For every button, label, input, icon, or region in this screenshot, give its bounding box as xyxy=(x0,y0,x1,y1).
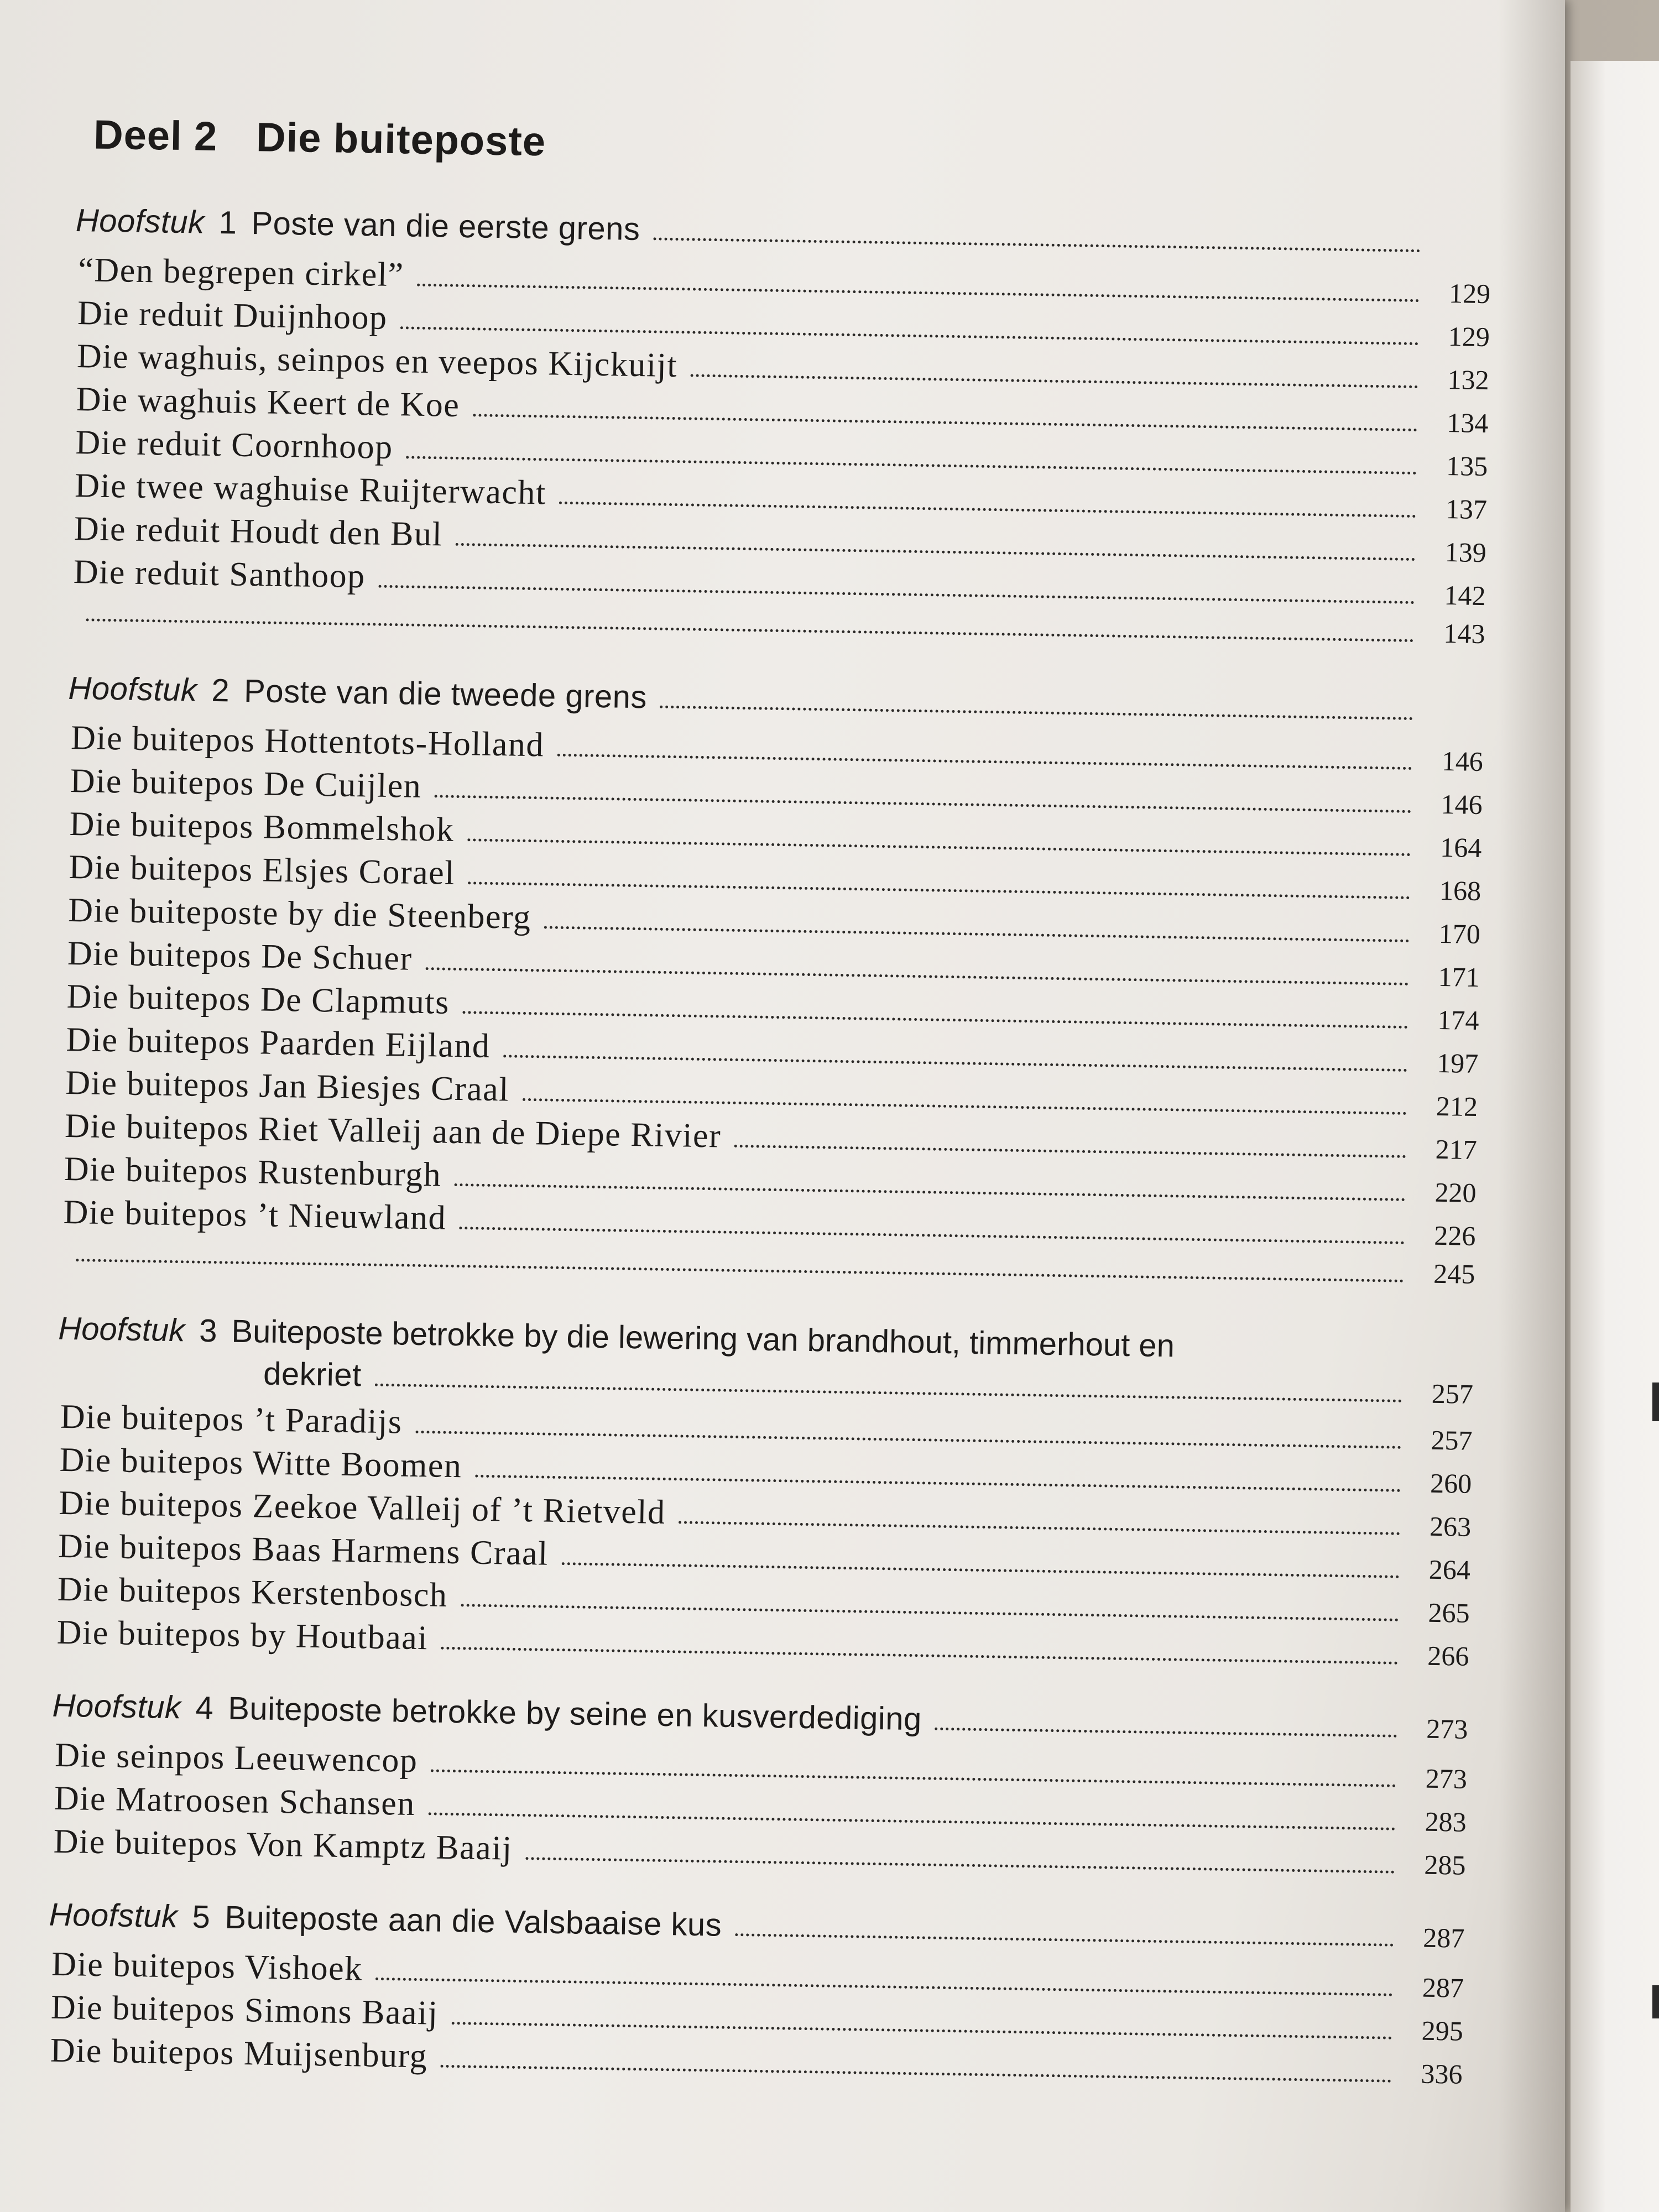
leader-dots xyxy=(463,1011,1408,1029)
table-of-contents xyxy=(46,111,1493,2127)
entry-page: 146 xyxy=(1441,788,1483,821)
entry-title: Die waghuis, seinpos en veepos Kijckuijt xyxy=(76,337,678,385)
chapter-1 xyxy=(69,202,1491,661)
leader-dots xyxy=(559,502,1416,518)
leader-dots xyxy=(679,1521,1400,1535)
leader-dots xyxy=(406,456,1417,474)
entry-page: 287 xyxy=(1422,1971,1464,2004)
entry-title: “Den begrepen cirkel” xyxy=(77,251,405,294)
entry-page: 171 xyxy=(1438,961,1480,993)
leader-dots xyxy=(544,926,1409,942)
entry-title: Die twee waghuise Ruijterwacht xyxy=(74,467,547,512)
part-heading xyxy=(93,111,1493,180)
chapter-prefix: Hoofstuk xyxy=(49,1896,179,1935)
entry-page: 143 xyxy=(1443,617,1485,650)
chapter-title: Poste van die tweede grens xyxy=(243,672,648,716)
chapter-heading-label xyxy=(68,670,647,716)
chapter-5 xyxy=(46,1896,1465,2096)
entry-title: Die buitepos Vishoek xyxy=(51,1945,363,1988)
leader-dots xyxy=(460,1227,1405,1244)
leader-dots xyxy=(435,795,1411,813)
chapter-page xyxy=(1423,720,1484,721)
chapter-title: Poste van die eerste grens xyxy=(251,205,640,248)
entry-title: Die buitepos Hottentots-Holland xyxy=(70,718,545,764)
leader-dots xyxy=(734,1145,1406,1158)
entry-title: Die buitepos Jan Biesjes Craal xyxy=(65,1063,510,1109)
chapter-heading-label xyxy=(49,1896,722,1944)
entry-title: Die waghuis Keert de Koe xyxy=(76,380,460,424)
leader-dots xyxy=(475,1475,1401,1492)
entry-title: Die buitepos Zeekoe Valleij of ’t Rietveld xyxy=(58,1484,666,1532)
part-title: Die buiteposte xyxy=(255,114,546,165)
part-number: Deel 2 xyxy=(93,111,218,159)
leader-dots xyxy=(468,881,1410,899)
leader-dots xyxy=(503,1055,1407,1072)
entry-title: Die buitepos Paarden Eijland xyxy=(66,1020,491,1065)
leader-dots xyxy=(378,585,1415,604)
book-page-right-edge xyxy=(1571,61,1659,2212)
chapter-page: 273 xyxy=(1426,1713,1468,1745)
chapter-3 xyxy=(53,1310,1474,1678)
leader-dots xyxy=(431,1769,1396,1787)
leader-dots xyxy=(525,1857,1395,1874)
entry-title: Die buitepos Riet Valleij aan de Diepe Rivier xyxy=(64,1107,722,1155)
entry-title: Die buitepos De Cuijlen xyxy=(70,761,422,805)
leader-dots xyxy=(473,414,1417,431)
chapter-prefix: Hoofstuk xyxy=(58,1310,185,1349)
leader-dots xyxy=(735,1933,1394,1947)
leader-dots xyxy=(653,237,1420,252)
chapter-number: 1 xyxy=(218,205,238,241)
entry-page: 295 xyxy=(1421,2015,1464,2047)
entry-page: 129 xyxy=(1448,320,1490,353)
entry-page: 266 xyxy=(1427,1640,1469,1672)
leader-dots xyxy=(455,1183,1405,1201)
leader-dots xyxy=(429,1812,1396,1830)
entry-title: Die buitepos De Schuer xyxy=(67,934,413,978)
entry-page: 137 xyxy=(1445,493,1488,525)
leader-dots xyxy=(562,1562,1400,1578)
entry-title: Die buitepos Rustenburgh xyxy=(64,1150,442,1194)
chapter-title-line2: dekriet xyxy=(263,1355,362,1394)
entry-page: 283 xyxy=(1425,1806,1467,1838)
leader-dots xyxy=(86,618,1414,642)
chapter-number: 4 xyxy=(195,1689,214,1726)
leader-dots xyxy=(441,1647,1398,1665)
leader-dots xyxy=(76,1259,1404,1282)
leader-dots xyxy=(691,374,1418,388)
leader-dots xyxy=(523,1098,1407,1115)
entry-page: 336 xyxy=(1421,2058,1463,2090)
chapter-title: Buiteposte betrokke by seine en kusverdediging xyxy=(227,1690,922,1738)
leader-dots xyxy=(451,2022,1392,2039)
entry-page: 170 xyxy=(1438,917,1481,950)
chapter-4 xyxy=(50,1687,1468,1887)
entry-page: 129 xyxy=(1448,278,1491,310)
entry-title: Die buitepos Baas Harmens Craal xyxy=(58,1527,549,1573)
chapter-heading-label xyxy=(52,1687,922,1738)
entry-page: 174 xyxy=(1437,1004,1479,1036)
chapter-title-line1: Buiteposte betrokke by die lewering van brandhout, timmerhout en xyxy=(231,1313,1175,1364)
entry-title: Die buitepos Elsjes Corael xyxy=(68,848,456,892)
entry-page: 285 xyxy=(1424,1849,1466,1881)
entry-title: Die reduit Coornhoop xyxy=(75,424,394,467)
leader-dots xyxy=(660,706,1413,720)
entry-page: 265 xyxy=(1428,1597,1470,1629)
leader-dots xyxy=(935,1728,1397,1738)
page-edge-mark xyxy=(1652,1985,1659,2018)
entry-title: Die reduit Duijnhoop xyxy=(77,294,388,337)
chapter-number: 3 xyxy=(199,1312,218,1349)
leader-dots xyxy=(400,326,1418,345)
chapter-page: 287 xyxy=(1422,1922,1465,1954)
entry-title: Die buitepos ’t Paradijs xyxy=(60,1397,403,1441)
chapter-2 xyxy=(59,670,1484,1301)
entry-page: 146 xyxy=(1441,745,1484,778)
chapter-prefix: Hoofstuk xyxy=(75,202,205,241)
entry-page: 263 xyxy=(1429,1510,1472,1542)
entry-page: 226 xyxy=(1433,1219,1476,1251)
leader-dots xyxy=(467,838,1411,856)
entry-page: 217 xyxy=(1435,1133,1478,1165)
entry-title: Die buitepos Von Kamptz Baaij xyxy=(53,1822,513,1867)
leader-dots xyxy=(425,967,1408,985)
entry-page: 257 xyxy=(1431,1424,1473,1456)
chapter-title: Buiteposte aan die Valsbaaise kus xyxy=(224,1899,722,1943)
entry-page: 168 xyxy=(1439,874,1481,907)
entry-page: 264 xyxy=(1428,1553,1471,1585)
entry-title: Die buitepos Muijsenburg xyxy=(50,2031,428,2075)
chapter-prefix: Hoofstuk xyxy=(52,1687,182,1726)
chapter-heading-label xyxy=(75,202,640,248)
entry-page: 220 xyxy=(1434,1176,1477,1208)
entry-page: 132 xyxy=(1447,363,1490,396)
leader-dots xyxy=(456,543,1416,561)
entry-page: 164 xyxy=(1439,831,1482,864)
entry-title: Die Matroosen Schansen xyxy=(54,1779,416,1823)
entry-page: 260 xyxy=(1430,1467,1472,1499)
entry-title: Die buitepos De Clapmuts xyxy=(66,977,450,1021)
chapter-number: 2 xyxy=(211,672,230,709)
leader-dots xyxy=(417,284,1420,302)
entry-page: 197 xyxy=(1436,1047,1479,1079)
entry-page: 135 xyxy=(1446,450,1488,482)
entry-title: Die buitepos Kerstenbosch xyxy=(57,1570,448,1614)
leader-dots xyxy=(375,1978,1392,1996)
leader-dots xyxy=(415,1431,1401,1449)
entry-title: Die reduit Santhoop xyxy=(73,552,366,596)
entry-title: Die buitepos Witte Boomen xyxy=(59,1441,462,1485)
chapter-prefix: Hoofstuk xyxy=(68,670,197,708)
page-edge-mark xyxy=(1652,1383,1659,1421)
chapter-number: 5 xyxy=(192,1898,211,1936)
entry-title: Die reduit Houdt den Bul xyxy=(74,510,443,554)
entry-title: Die buitepos ’t Nieuwland xyxy=(63,1193,447,1237)
entry-title: Die buitepos Bommelshok xyxy=(69,805,455,849)
leader-dots xyxy=(557,754,1412,770)
entry-page: 139 xyxy=(1444,536,1487,568)
entry-title: Die buitepos by Houtbaai xyxy=(56,1613,429,1657)
entry-page: 142 xyxy=(1444,579,1486,612)
leader-dots xyxy=(441,2065,1391,2083)
chapter-page xyxy=(1430,252,1491,253)
leader-dots xyxy=(461,1604,1399,1621)
entry-page: 134 xyxy=(1447,406,1489,439)
leader-dots xyxy=(374,1384,1402,1402)
entry-page: 273 xyxy=(1425,1762,1468,1794)
entry-title: Die buiteposte by die Steenberg xyxy=(67,891,532,937)
entry-title: Die buitepos Simons Baaij xyxy=(50,1988,439,2032)
entry-page: 212 xyxy=(1436,1090,1478,1122)
entry-page: 245 xyxy=(1433,1258,1475,1290)
chapter-page: 257 xyxy=(1431,1378,1474,1410)
entry-title: Die seinpos Leeuwencop xyxy=(54,1736,418,1780)
